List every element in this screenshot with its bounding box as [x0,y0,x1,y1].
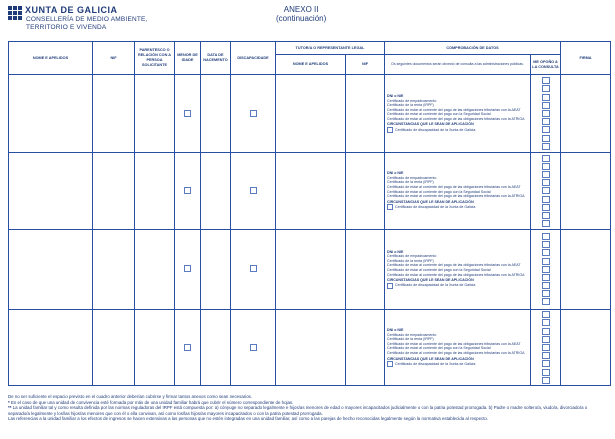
circumstances-label: CIRCUNSTANCIAS QUE LE SEAN DE APLICACIÓN [387,199,474,204]
member-nif-cell[interactable] [93,75,135,153]
document-item: Certificado de la renta (IRPF) [387,337,434,342]
disability-cert-row [387,283,528,289]
member-row [9,153,611,230]
oppose-checkbox[interactable] [542,187,550,194]
footer-note-3: Las referencias a la unidad familiar a los efectos de ingresos se hacen extensivas a las personas que no estén integradas en una unidad familiar, así como a las parejas de hecho reconocidas legalmente según la normativa establecida al respecto. [8,416,489,422]
signature-cell[interactable] [561,153,611,230]
col-birth-header: DATA DE NACEMENTO [201,42,231,75]
tutor-nif-cell[interactable] [346,75,385,153]
oppose-checkbox[interactable] [542,155,550,162]
documents-cell [385,309,531,386]
member-kinship-cell[interactable] [135,75,175,153]
member-kinship-cell[interactable] [135,309,175,386]
tutor-name-cell[interactable] [276,309,346,386]
document-item: DNI o NIE [387,93,404,98]
oppose-checkbox[interactable] [542,319,550,326]
document-item: Certificado de la renta (IRPF) [387,180,434,185]
document-item: Certificado de estar al corriente del pago con la Seguridad Social [387,346,491,351]
oppose-checkbox[interactable] [542,377,550,384]
oppose-checkbox[interactable] [542,298,550,305]
oppose-checkbox[interactable] [542,360,550,367]
check-intro-text: Os seguintes documentos serán obxecto de consulta a las administraciones públicas. [385,55,531,75]
disability-checkbox[interactable] [250,344,257,351]
document-item: Certificado de estar al corriente del pago de las obligaciones tributarias con la AEAT [387,185,521,190]
member-birth-cell[interactable] [201,309,231,386]
oppose-checkbox[interactable] [542,118,550,125]
oppose-checkbox[interactable] [542,171,550,178]
tutor-name-cell[interactable] [276,153,346,230]
oppose-checkbox[interactable] [542,196,550,203]
document-item: Certificado de empadroamento [387,175,437,180]
document-item: Certificado de estar al corriente del pago de las obligaciones tributarias con la ATRIGA [387,116,525,121]
annex-title: ANEXO II (continuación) [276,5,327,23]
disability-cert-label: Certificado de discapacidad de la Xunta de Galicia [395,283,476,288]
disability-cert-label: Certificado de discapacidad de la Xunta de Galicia [395,127,476,132]
disability-cert-checkbox[interactable] [387,283,393,289]
disability-cert-checkbox[interactable] [387,361,393,367]
minor-checkbox[interactable] [184,187,191,194]
circumstances-label: CIRCUNSTANCIAS QUE LE SEAN DE APLICACIÓN [387,356,474,361]
member-disability-cell [231,309,276,386]
col-kinship-header: PARENTESCO O RELACIÓN CON A PERSOA SOLICITANTE [135,42,175,75]
col-disability-header: DISCAPACIDADE [231,42,276,75]
disability-cert-row [387,127,528,133]
minor-checkbox[interactable] [184,344,191,351]
oppose-checkbox[interactable] [542,110,550,117]
disability-checkbox[interactable] [250,187,257,194]
footer-line: De no ser suficiente el espacio previsto en el cuadro anterior deberían cubrirse y firmar tantos anexos como sean necesarios. [8,394,253,399]
member-minor-cell [175,153,201,230]
document-item: Certificado de la renta (IRPF) [387,103,434,108]
oppose-checkbox[interactable] [542,290,550,297]
disability-cert-label: Certificado de discapacidad de la Xunta de Galicia [395,205,476,210]
xunta-emblem-icon [8,6,22,20]
oppose-checkbox[interactable] [542,220,550,227]
documents-cell [385,75,531,153]
member-minor-cell [175,309,201,386]
disability-cert-label: Certificado de discapacidad de la Xunta de Galicia [395,361,476,366]
department-name: CONSELLERÍA DE MEDIO AMBIENTE, TERRITORIO E VIVENDA [26,16,148,31]
members-table [8,41,611,386]
member-name-cell[interactable] [9,309,93,386]
org-name: XUNTA DE GALICIA [25,5,118,15]
oppose-checkbox[interactable] [542,241,550,248]
member-nif-cell[interactable] [93,229,135,309]
oppose-checkbox[interactable] [542,163,550,170]
oppose-checkbox[interactable] [542,311,550,318]
document-item: Certificado de empadroamento [387,254,437,259]
circumstances-label: CIRCUNSTANCIAS QUE LE SEAN DE APLICACIÓN [387,122,474,127]
member-name-cell[interactable] [9,229,93,309]
member-nif-cell[interactable] [93,309,135,386]
minor-checkbox[interactable] [184,265,191,272]
document-item: Certificado de empadroamento [387,332,437,337]
member-minor-cell [175,229,201,309]
oppose-checkbox[interactable] [542,352,550,359]
oppose-checkbox[interactable] [542,212,550,219]
document-item: Certificado de estar al corriente del pago de las obligaciones tributarias con la AEAT [387,107,521,112]
document-item: Certificado de estar al corriente del pago de las obligaciones tributarias con la ATRIGA [387,194,525,199]
member-row [9,75,611,153]
col-name-header: NOME E APELIDOS [9,42,93,75]
tutor-nif-cell[interactable] [346,229,385,309]
disability-checkbox[interactable] [250,265,257,272]
col-tutor-name-header: NOME E APELIDOS [276,55,346,75]
footer-note-1: * En el caso de que una unidad de convivencia esté formada por más de una unidad familiar habrá que cubrir el número correspondiente de hojas. [8,399,294,405]
member-row [9,309,611,386]
document-item: Certificado de estar al corriente del pago con la Seguridad Social [387,112,491,117]
member-birth-cell[interactable] [201,75,231,153]
member-row [9,229,611,309]
member-name-cell[interactable] [9,153,93,230]
oppose-checkbox[interactable] [542,282,550,289]
oppose-checkbox[interactable] [542,328,550,335]
document-item: Certificado de estar al corriente del pago de las obligaciones tributarias con la AEAT [387,263,521,268]
disability-cert-row [387,204,528,210]
document-header [8,3,608,39]
oppose-cell [531,309,561,386]
footer-note-2: ** La unidad familiar tal y como resulta definida por las normas reguladoras del IRPF está compuesta por: a) cónyuge no separado legalmente e hijos/as menores de edad o mayores incapacitados judicialmente o con la patria potestad prorrogada. b) Padre o madre soltero/a, viudo/a, divorciado/a o separado/a legalmente y los/las hijos/as menores que con él o ella convivan, así como los/las hijos/as mayores incapacitados o con la patria potestad prorrogada. [8,405,588,416]
col-check-header: COMPROBACIÓN DE DATOS [385,42,561,55]
col-nif-header: NIF [93,42,135,75]
document-item: DNI o NIE [387,327,404,332]
tutor-name-cell[interactable] [276,75,346,153]
oppose-cell [531,229,561,309]
minor-checkbox[interactable] [184,110,191,117]
oppose-checkbox[interactable] [542,85,550,92]
document-item: Certificado de estar al corriente del pago con la Seguridad Social [387,267,491,272]
document-item: Certificado de estar al corriente del pago con la Seguridad Social [387,189,491,194]
document-item: Certificado de empadroamento [387,98,437,103]
member-kinship-cell[interactable] [135,229,175,309]
disability-cert-row [387,361,528,367]
oppose-checkbox[interactable] [542,94,550,101]
oppose-checkbox[interactable] [542,344,550,351]
signature-cell[interactable] [561,75,611,153]
col-oppose-header: ME OPOÑO A LA CONSULTA [531,55,561,75]
member-disability-cell [231,153,276,230]
footer-notes [8,394,610,422]
oppose-checkbox[interactable] [542,102,550,109]
signature-cell[interactable] [561,309,611,386]
signature-cell[interactable] [561,229,611,309]
member-name-cell[interactable] [9,75,93,153]
document-item: Certificado de estar al corriente del pago de las obligaciones tributarias con la AEAT [387,341,521,346]
document-item: DNI o NIE [387,171,404,176]
member-nif-cell[interactable] [93,153,135,230]
tutor-name-cell[interactable] [276,229,346,309]
document-item: Certificado de estar al corriente del pago de las obligaciones tributarias con la ATRIGA [387,350,525,355]
oppose-checkbox[interactable] [542,249,550,256]
col-tutor-header: TUTOR/A O REPRESENTANTE LEGAL [276,42,385,55]
tutor-nif-cell[interactable] [346,309,385,386]
documents-cell [385,229,531,309]
member-birth-cell[interactable] [201,153,231,230]
document-item: DNI o NIE [387,249,404,254]
oppose-cell [531,153,561,230]
tutor-nif-cell[interactable] [346,153,385,230]
member-birth-cell[interactable] [201,229,231,309]
oppose-checkbox[interactable] [542,135,550,142]
member-disability-cell [231,229,276,309]
oppose-checkbox[interactable] [542,266,550,273]
oppose-checkbox[interactable] [542,336,550,343]
oppose-checkbox[interactable] [542,369,550,376]
oppose-cell [531,75,561,153]
member-minor-cell [175,75,201,153]
document-item: Certificado de estar al corriente del pago de las obligaciones tributarias con la ATRIGA [387,272,525,277]
disability-cert-checkbox[interactable] [387,204,393,210]
oppose-checkbox[interactable] [542,179,550,186]
member-kinship-cell[interactable] [135,153,175,230]
col-signature-header: FIRMA [561,42,611,75]
oppose-checkbox[interactable] [542,233,550,240]
oppose-checkbox[interactable] [542,204,550,211]
document-item: Certificado de la renta (IRPF) [387,258,434,263]
member-disability-cell [231,75,276,153]
circumstances-label: CIRCUNSTANCIAS QUE LE SEAN DE APLICACIÓN [387,278,474,283]
oppose-checkbox[interactable] [542,274,550,281]
col-tutor-nif-header: NIF [346,55,385,75]
disability-cert-checkbox[interactable] [387,127,393,133]
col-minor-header: MENOR DE IDADE [175,42,201,75]
oppose-checkbox[interactable] [542,258,550,265]
disability-checkbox[interactable] [250,110,257,117]
oppose-checkbox[interactable] [542,77,550,84]
oppose-checkbox[interactable] [542,126,550,133]
documents-cell [385,153,531,230]
oppose-checkbox[interactable] [542,143,550,150]
